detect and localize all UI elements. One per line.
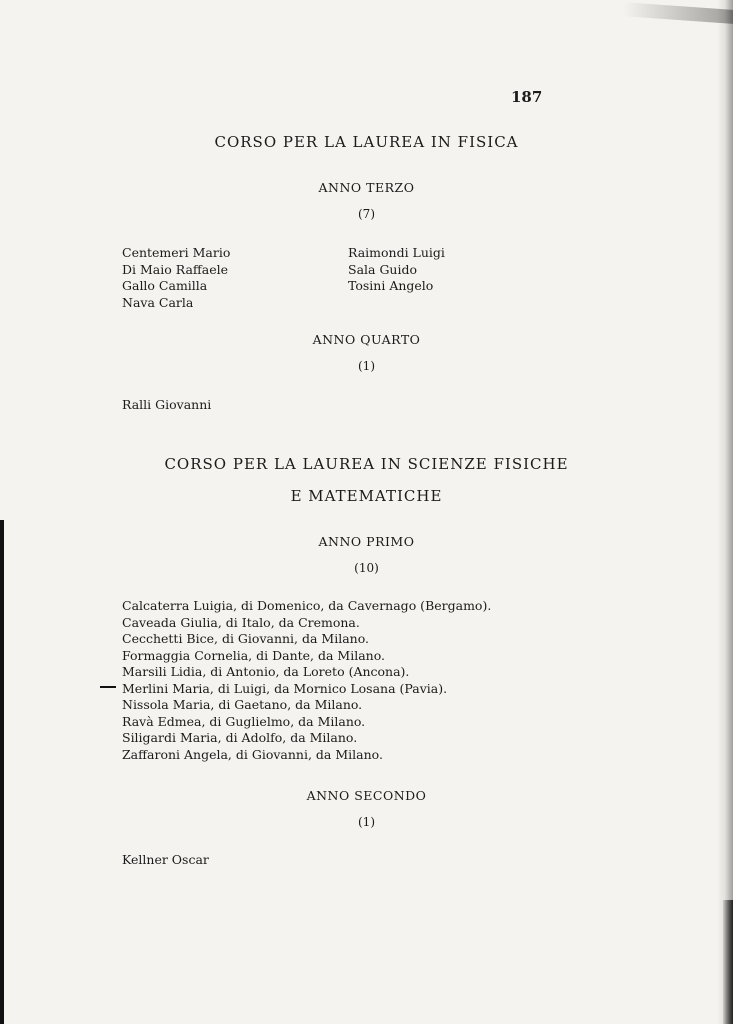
list-item: Gallo Camilla [122, 278, 208, 293]
list-item: Calcaterra Luigia, di Domenico, da Cavernago (Bergamo). [122, 598, 492, 613]
list-item: Tosini Angelo [348, 278, 434, 293]
year-count-quarto: (1) [358, 359, 375, 373]
margin-dash-mark [100, 686, 116, 688]
name-list-primo [122, 598, 491, 763]
section-title-scienze-line1: CORSO PER LA LAUREA IN SCIENZE FISICHE [164, 455, 569, 473]
name-list-right [348, 245, 445, 295]
list-item: Di Maio Raffaele [122, 261, 229, 277]
list-item: Kellner Oscar [122, 852, 209, 867]
list-item: Sala Guido [348, 261, 418, 277]
year-label-primo: ANNO PRIMO [318, 534, 415, 549]
year-count-terzo: (7) [358, 207, 375, 221]
year-count-secondo: (1) [358, 815, 375, 829]
list-item: Zaffaroni Angela, di Giovanni, da Milano. [122, 746, 383, 762]
list-item: Caveada Giulia, di Italo, da Cremona. [122, 614, 360, 630]
list-item: Ravà Edmea, di Guglielmo, da Milano. [122, 713, 366, 729]
scan-edge-right-shadow [723, 900, 733, 1024]
page-number: 187 [511, 88, 543, 106]
name-list-secondo [122, 852, 209, 869]
list-item: Merlini Maria, di Luigi, da Mornico Losana (Pavia). [122, 680, 448, 696]
list-item: Marsili Lidia, di Antonio, da Loreto (Ancona). [122, 664, 410, 679]
list-item: Centemeri Mario [122, 245, 231, 260]
year-label-quarto: ANNO QUARTO [312, 332, 421, 347]
list-item: Nava Carla [122, 294, 194, 310]
list-item: Cecchetti Bice, di Giovanni, da Milano. [122, 631, 370, 646]
list-item: Raimondi Luigi [348, 245, 445, 260]
year-label-secondo: ANNO SECONDO [306, 788, 427, 803]
year-count-primo: (10) [354, 561, 379, 575]
scan-edge-right [717, 0, 733, 1024]
section-title-fisica: CORSO PER LA LAUREA IN FISICA [214, 133, 519, 151]
name-list-quarto [122, 397, 211, 414]
list-item: Nissola Maria, di Gaetano, da Milano. [122, 697, 363, 712]
name-list-left [122, 245, 230, 311]
year-label-terzo: ANNO TERZO [318, 180, 415, 195]
list-item: Formaggia Cornelia, di Dante, da Milano. [122, 647, 386, 663]
scan-edge-left [0, 520, 4, 1024]
list-item: Siligardi Maria, di Adolfo, da Milano. [122, 730, 358, 745]
section-title-scienze-line2: E MATEMATICHE [290, 487, 443, 505]
list-item: Ralli Giovanni [122, 397, 212, 412]
